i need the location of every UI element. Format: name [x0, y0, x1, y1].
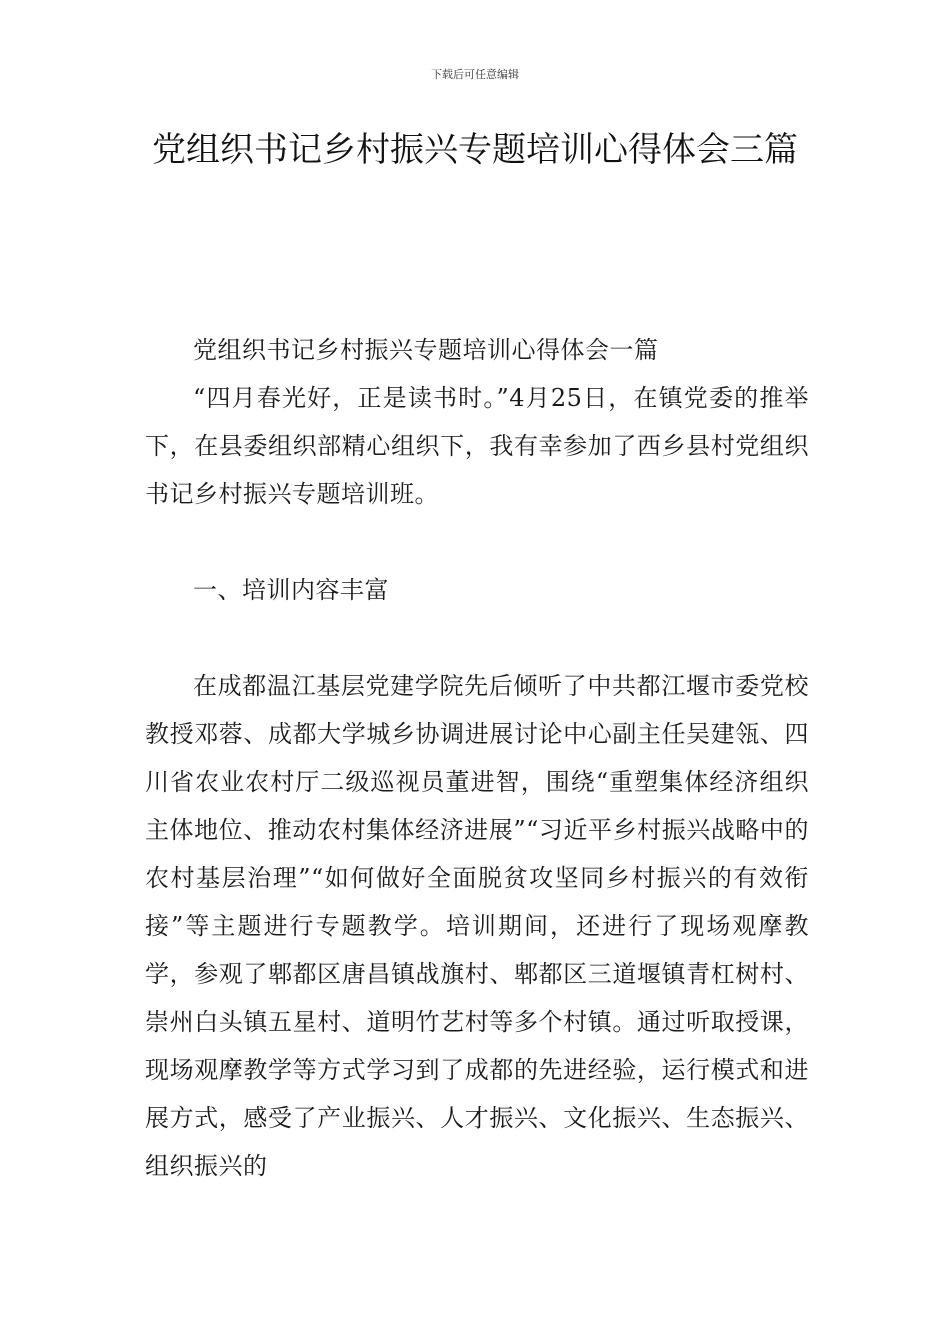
subtitle-paragraph: 党组织书记乡村振兴专题培训心得体会一篇: [193, 336, 659, 364]
document-body: [145, 326, 809, 1190]
paragraph-spacer: [145, 518, 809, 566]
paragraph-spacer: [145, 614, 809, 662]
section-body-paragraph: 在成都温江基层党建学院先后倾听了中共都江堰市委党校教授邓蓉、成都大学城乡协调进展讨论中心副主任吴建瓴、四川省农业农村厅二级巡视员董进智，围绕“重塑集体经济组织主体地位、推动农村集体经济进展”“习近平乡村振兴战略中的农村基层治理”“如何做好全面脱贫攻坚同乡村振兴的有效衔接”等主题进行专题教学。培训期间，还进行了现场观摩教学，参观了郫都区唐昌镇战旗村、郫都区三道堰镇青杠树村、崇州白头镇五星村、道明竹艺村等多个村镇。通过听取授课，现场观摩教学等方式学习到了成都的先进经验，运行模式和进展方式，感受了产业振兴、人才振兴、文化振兴、生态振兴、组织振兴的: [145, 672, 809, 1180]
document-title: 党组织书记乡村振兴专题培训心得体会三篇: [152, 130, 798, 170]
intro-paragraph: “四月春光好，正是读书时。”4月25日，在镇党委的推举下，在县委组织部精心组织下，我有幸参加了西乡县村党组织书记乡村振兴专题培训班。: [145, 384, 809, 508]
header-note: 下载后可任意编辑: [431, 68, 519, 81]
section-heading: 一、培训内容丰富: [193, 576, 389, 604]
